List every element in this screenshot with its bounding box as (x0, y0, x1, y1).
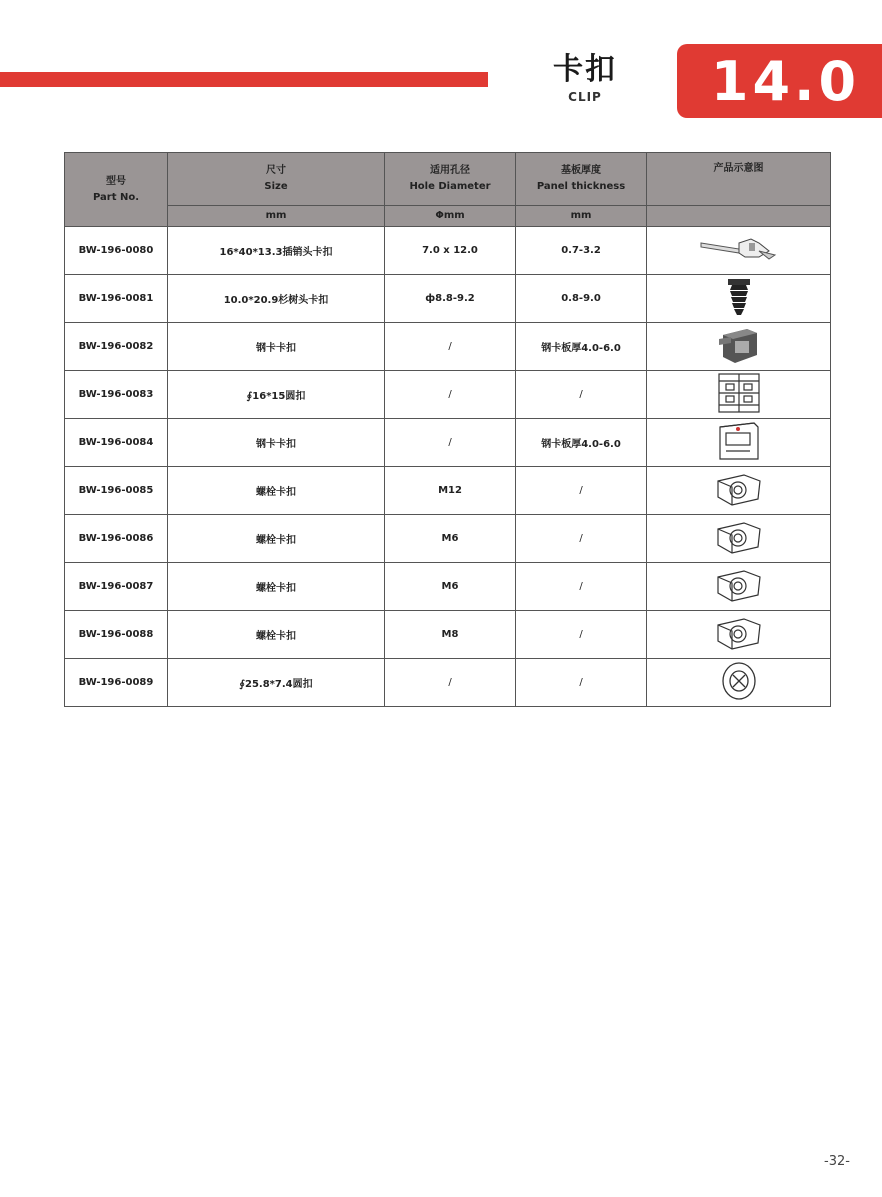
panel-thickness-cell: / (516, 515, 647, 563)
panel-thickness-cell: 钢卡板厚4.0-6.0 (516, 323, 647, 371)
hole-diameter-cell: / (385, 371, 516, 419)
part-no-cell: BW-196-0080 (65, 227, 168, 275)
header-panel-thickness: 基板厚度 Panel thickness (516, 153, 647, 206)
product-image-cell (647, 419, 831, 467)
header-product-image: 产品示意图 (647, 153, 831, 206)
part-no-cell: BW-196-0083 (65, 371, 168, 419)
page-number: -32- (824, 1154, 850, 1169)
size-cell: 钢卡卡扣 (168, 323, 385, 371)
bolt-clip-icon (714, 471, 764, 510)
product-image-cell (647, 227, 831, 275)
panel-thickness-cell: / (516, 563, 647, 611)
panel-thickness-cell: 0.7-3.2 (516, 227, 647, 275)
panel-thickness-cell: 0.8-9.0 (516, 275, 647, 323)
hole-diameter-cell: ф8.8-9.2 (385, 275, 516, 323)
hole-diameter-cell: / (385, 419, 516, 467)
bolt-clip-icon (714, 567, 764, 606)
image-unit-blank (647, 206, 831, 227)
part-no-cell: BW-196-0081 (65, 275, 168, 323)
part-no-cell: BW-196-0088 (65, 611, 168, 659)
table-row (65, 515, 831, 563)
part-no-cell: BW-196-0084 (65, 419, 168, 467)
fir-tree-clip-icon (724, 277, 754, 320)
size-cell: 螺栓卡扣 (168, 467, 385, 515)
round-clip-icon (719, 661, 759, 704)
section-title-cn: 卡扣 (553, 52, 617, 87)
header-part-no: 型号 Part No. (65, 153, 168, 227)
pin-clip-icon (699, 235, 779, 266)
size-cell: 10.0*20.9杉树头卡扣 (168, 275, 385, 323)
panel-thickness-cell: / (516, 659, 647, 707)
size-unit: mm (168, 206, 385, 227)
table-row (65, 611, 831, 659)
panel-thickness-cell: / (516, 467, 647, 515)
size-cell: 16*40*13.3插销头卡扣 (168, 227, 385, 275)
product-image-cell (647, 371, 831, 419)
bolt-clip-icon (714, 615, 764, 654)
steel-clip-drawing-icon (716, 419, 762, 466)
table-row (65, 371, 831, 419)
part-no-cell: BW-196-0085 (65, 467, 168, 515)
table-row (65, 563, 831, 611)
panel-thickness-cell: 钢卡板厚4.0-6.0 (516, 419, 647, 467)
header-size: 尺寸 Size (168, 153, 385, 206)
size-cell: 螺栓卡扣 (168, 515, 385, 563)
hole-diameter-cell: / (385, 659, 516, 707)
hole-diameter-cell: M12 (385, 467, 516, 515)
hole-diameter-cell: M8 (385, 611, 516, 659)
size-cell: 螺栓卡扣 (168, 611, 385, 659)
panel-unit: mm (516, 206, 647, 227)
table-row (65, 467, 831, 515)
size-cell: 钢卡卡扣 (168, 419, 385, 467)
hole-diameter-cell: 7.0 x 12.0 (385, 227, 516, 275)
section-title-en: CLIP (568, 90, 602, 104)
steel-clip-icon (717, 325, 761, 368)
product-image-cell (647, 467, 831, 515)
product-image-cell (647, 275, 831, 323)
part-no-cell: BW-196-0087 (65, 563, 168, 611)
product-image-cell (647, 323, 831, 371)
hole-diameter-cell: / (385, 323, 516, 371)
part-no-cell: BW-196-0082 (65, 323, 168, 371)
product-image-cell (647, 659, 831, 707)
round-clip-drawing-icon (716, 371, 762, 418)
table-row (65, 659, 831, 707)
product-image-cell (647, 563, 831, 611)
panel-thickness-cell: / (516, 371, 647, 419)
table-row (65, 323, 831, 371)
table-row (65, 275, 831, 323)
part-no-cell: BW-196-0086 (65, 515, 168, 563)
table-row (65, 227, 831, 275)
section-number-badge (677, 44, 882, 118)
section-number: 14.0 (710, 49, 861, 113)
part-no-cell: BW-196-0089 (65, 659, 168, 707)
size-cell: 螺栓卡扣 (168, 563, 385, 611)
product-image-cell (647, 611, 831, 659)
header-hole-diameter: 适用孔径 Hole Diameter (385, 153, 516, 206)
hole-diameter-cell: M6 (385, 563, 516, 611)
size-cell: ∮25.8*7.4圆扣 (168, 659, 385, 707)
size-cell: ∮16*15圆扣 (168, 371, 385, 419)
hole-unit: Φmm (385, 206, 516, 227)
product-image-cell (647, 515, 831, 563)
header-red-bar (0, 72, 488, 87)
clip-spec-table (64, 152, 831, 707)
panel-thickness-cell: / (516, 611, 647, 659)
bolt-clip-icon (714, 519, 764, 558)
table-row (65, 419, 831, 467)
hole-diameter-cell: M6 (385, 515, 516, 563)
